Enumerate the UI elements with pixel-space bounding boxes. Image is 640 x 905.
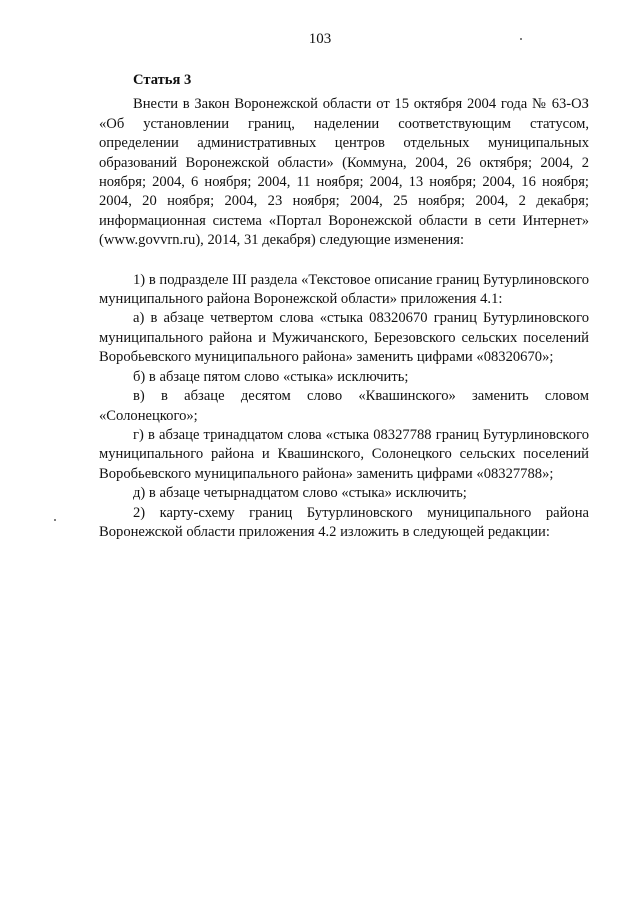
- page-number: 103: [308, 31, 332, 47]
- item-1: 1) в подразделе III раздела «Текстовое описание границ Бутурлиновского муниципального района Воронежской области» приложения 4.1:: [99, 271, 589, 308]
- item-1a: а) в абзаце четвертом слова «стыка 08320670 границ Бутурлиновского муниципального района и Мужичанского, Березовского сельских поселений Воробьевского муниципального района» заменить цифрами «08320670»;: [99, 310, 589, 366]
- scan-speck: [54, 519, 56, 521]
- article-title: Статья 3: [133, 72, 192, 88]
- item-2: 2) карту-схему границ Бутурлиновского муниципального района Воронежской области приложения 4.2 изложить в следующей редакции:: [99, 504, 589, 540]
- item-1e: д) в абзаце четырнадцатом слово «стыка» исключить;: [133, 485, 467, 502]
- intro-paragraph: Внести в Закон Воронежской области от 15 октября 2004 года № 63-ОЗ «Об установлении границ, наделении соответствующим статусом, определении административных центров отдельных муниципальных образований Воронежской области» (Коммуна, 2004, 26 октября; 2004, 2 ноября; 2004, 6 ноября; 2004, 11 ноября; 2004, 13 ноября; 2004, 16 ноября; 2004, 20 ноября; 2004, 23 ноября; 2004, 25 ноября; 2004, 2 декабря; информационная система «Портал Воронежской области в сети Интернет» (www.govvrn.ru), 2014, 31 декабря) следующие изменения:: [99, 96, 589, 249]
- item-1c: в) в абзаце десятом слово «Квашинского» заменить словом «Солонецкого»;: [99, 388, 589, 424]
- item-1b: б) в абзаце пятом слово «стыка» исключить;: [133, 368, 409, 385]
- document-body: [99, 71, 589, 542]
- item-1d: г) в абзаце тринадцатом слова «стыка 08327788 границ Бутурлиновского муниципального района и Квашинского, Солонецкого сельских поселений Воробьевского муниципального района» заменить цифрами «08327788»;: [99, 426, 589, 482]
- paragraph-gap: [99, 251, 589, 271]
- scan-speck: [520, 38, 522, 40]
